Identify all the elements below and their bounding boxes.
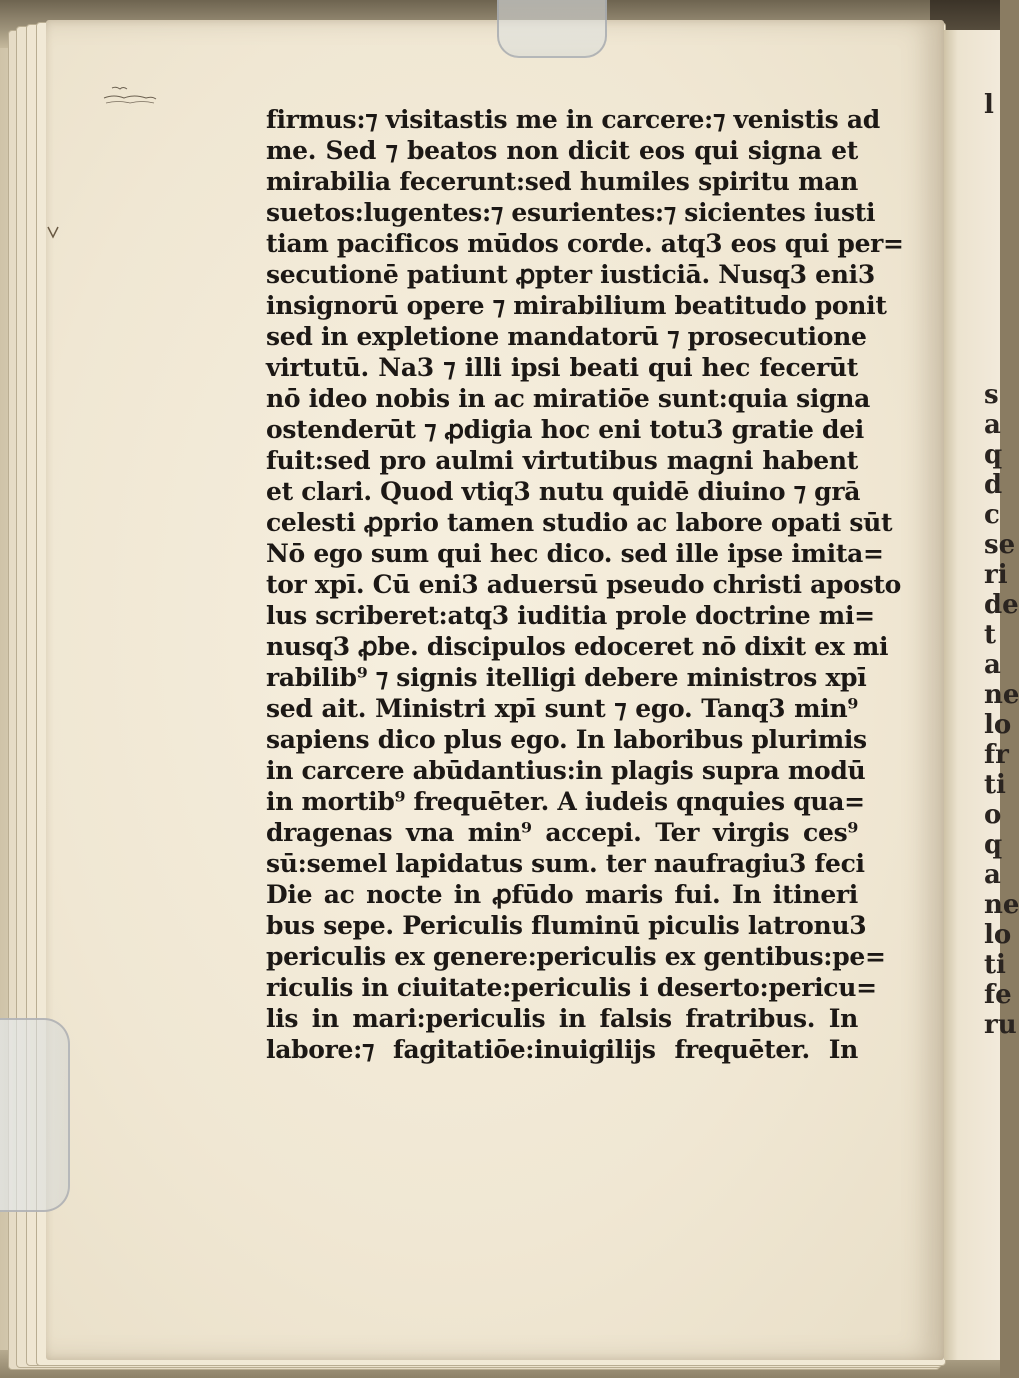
- text-line: fuit:sed pro aulmi virtutibus magni habent: [266, 446, 858, 475]
- facing-page-fragment: a: [984, 650, 1001, 680]
- facing-page-fragment: ri: [984, 560, 1008, 590]
- facing-page-fragment: ne: [984, 890, 1019, 920]
- text-line: tor xpī. Cū eni3 aduersū pseudo christi aposto: [266, 570, 901, 599]
- text-line: in mortib⁹ frequēter. A iudeis qnquies qua=: [266, 787, 865, 816]
- text-line: secutionē patiunt ꝓpter iusticiā. Nusq3 eni3: [266, 260, 875, 289]
- text-line: rabilib⁹ ⁊ signis itelligi debere ministros xpī: [266, 663, 867, 692]
- facing-page-fragment: fr: [984, 740, 1009, 770]
- facing-page-fragment: fe: [984, 980, 1012, 1010]
- page-clip: [497, 0, 607, 58]
- facing-page-fragment: se: [984, 530, 1016, 560]
- facing-page-fragment: lo: [984, 920, 1012, 950]
- text-line: in carcere abūdantius:in plagis supra modū: [266, 756, 866, 785]
- text-line: dragenas vna min⁹ accepi. Ter virgis ces⁹: [266, 818, 858, 847]
- text-line: ostenderūt ⁊ ꝓdigia hoc eni totu3 gratie dei: [266, 415, 865, 444]
- page-clip: [0, 1018, 70, 1212]
- text-line: sapiens dico plus ego. In laboribus plurimis: [266, 725, 867, 754]
- text-line: lis in mari:periculis in falsis fratribus. In: [266, 1004, 858, 1033]
- text-line: suetos:lugentes:⁊ esurientes:⁊ sicientes iusti: [266, 198, 876, 227]
- facing-page: [944, 30, 1019, 1360]
- text-line: nō ideo nobis in ac miratiōe sunt:quia signa: [266, 384, 871, 413]
- facing-page-fragment: q: [984, 830, 1003, 860]
- facing-page-fragment: ti: [984, 770, 1006, 800]
- facing-page-fragment: de: [984, 590, 1019, 620]
- facing-page-fragment: ne: [984, 680, 1019, 710]
- text-line: sed in expletione mandatorū ⁊ prosecutione: [266, 322, 867, 351]
- text-line: celesti ꝓprio tamen studio ac labore opati sūt: [266, 508, 893, 537]
- facing-page-fragment: c: [984, 500, 1000, 530]
- facing-page-fragment: s: [984, 380, 999, 410]
- text-line: insignorū opere ⁊ mirabilium beatitudo ponit: [266, 291, 887, 320]
- text-line: periculis ex genere:periculis ex gentibus:pe=: [266, 942, 886, 971]
- text-line: bus sepe. Periculis fluminū piculis latronu3: [266, 911, 867, 940]
- text-line: Die ac nocte in ꝓfūdo maris fui. In itineri: [266, 880, 858, 909]
- text-line: et clari. Quod vtiq3 nutu quidē diuino ⁊ grā: [266, 477, 861, 506]
- facing-page-fragment: o: [984, 800, 1002, 830]
- facing-page-fragment: a: [984, 860, 1001, 890]
- facing-page-fragment: ru: [984, 1010, 1017, 1040]
- text-line: sū:semel lapidatus sum. ter naufragiu3 feci: [266, 849, 865, 878]
- facing-page-fragment: lo: [984, 710, 1012, 740]
- library-stamp-icon: [98, 84, 160, 110]
- text-line: virtutū. Na3 ⁊ illi ipsi beati qui hec fecerūt: [266, 353, 858, 382]
- text-line: me. Sed ⁊ beatos non dicit eos qui signa et: [266, 136, 858, 165]
- text-line: Nō ego sum qui hec dico. sed ille ipse imita=: [266, 539, 884, 568]
- text-line: mirabilia fecerunt:sed humiles spiritu man: [266, 167, 858, 196]
- facing-page-fragment: ti: [984, 950, 1006, 980]
- text-line: firmus:⁊ visitastis me in carcere:⁊ venistis ad: [266, 105, 880, 134]
- page-text: [266, 104, 904, 1065]
- text-line: riculis in ciuitate:periculis i deserto:pericu=: [266, 973, 877, 1002]
- page-marker: [46, 224, 60, 238]
- text-line: sed ait. Ministri xpī sunt ⁊ ego. Tanq3 min⁹: [266, 694, 858, 723]
- facing-page-fragment: t: [984, 620, 997, 650]
- text-line: nusq3 ꝓbe. discipulos edoceret nō dixit ex mi: [266, 632, 889, 661]
- facing-page-fragment: d: [984, 470, 1003, 500]
- facing-page-fragment: q: [984, 440, 1003, 470]
- facing-page-fragment: a: [984, 410, 1001, 440]
- text-line: labore:⁊ fagitatiōe:inuigilijs frequēter. In: [266, 1035, 858, 1064]
- facing-page-fragment: l: [984, 90, 994, 120]
- text-line: lus scriberet:atq3 iuditia prole doctrine mi=: [266, 601, 875, 630]
- text-line: tiam pacificos mūdos corde. atq3 eos qui per=: [266, 229, 904, 258]
